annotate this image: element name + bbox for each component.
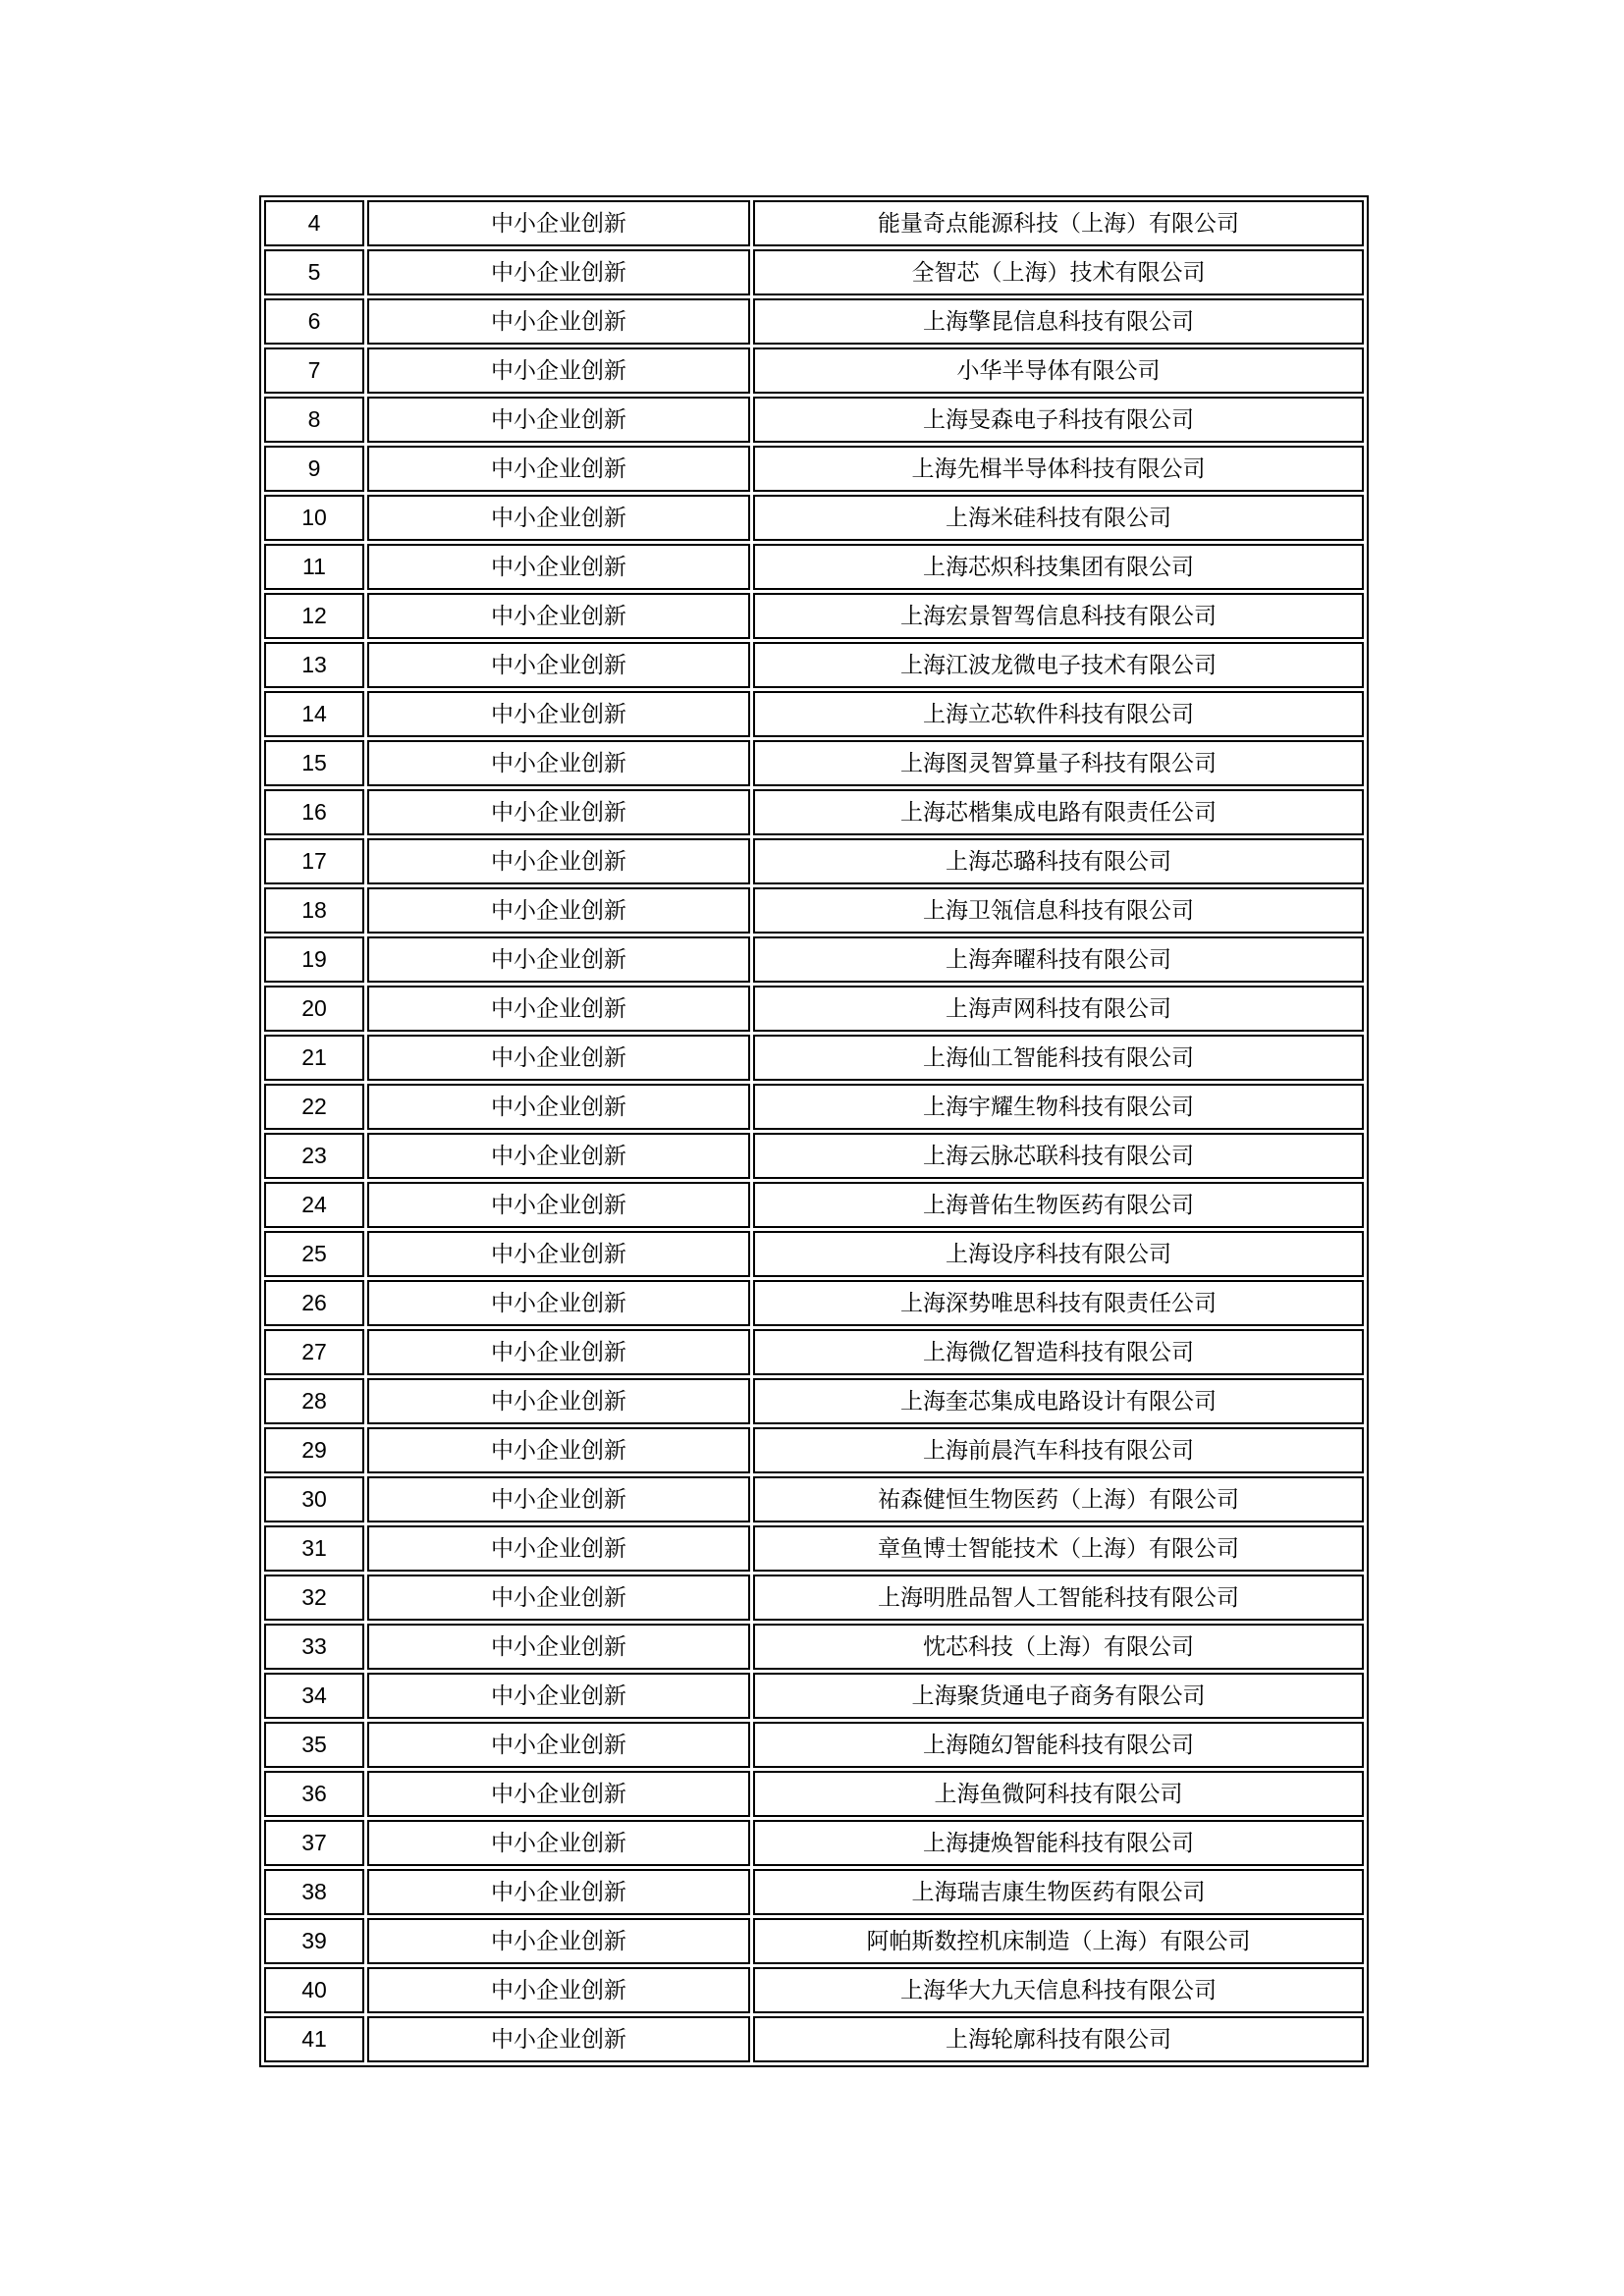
row-number-cell: 34 xyxy=(264,1673,364,1719)
category-cell: 中小企业创新 xyxy=(367,1771,750,1817)
row-number-cell: 40 xyxy=(264,1967,364,2013)
category-cell: 中小企业创新 xyxy=(367,1231,750,1277)
category-cell: 中小企业创新 xyxy=(367,1378,750,1424)
company-name-cell: 上海芯楷集成电路有限责任公司 xyxy=(753,789,1364,835)
row-number-cell: 22 xyxy=(264,1084,364,1130)
company-name-cell: 上海图灵智算量子科技有限公司 xyxy=(753,740,1364,786)
row-number-cell: 36 xyxy=(264,1771,364,1817)
category-cell: 中小企业创新 xyxy=(367,1869,750,1915)
company-name-cell: 祐森健恒生物医药（上海）有限公司 xyxy=(753,1476,1364,1522)
table-row xyxy=(264,1476,1364,1522)
company-name-cell: 上海随幻智能科技有限公司 xyxy=(753,1722,1364,1768)
table-row xyxy=(264,298,1364,345)
row-number-cell: 28 xyxy=(264,1378,364,1424)
company-name-cell: 上海芯璐科技有限公司 xyxy=(753,838,1364,884)
category-cell: 中小企业创新 xyxy=(367,593,750,639)
table-row xyxy=(264,1231,1364,1277)
row-number-cell: 8 xyxy=(264,397,364,443)
row-number-cell: 18 xyxy=(264,887,364,934)
table-row xyxy=(264,544,1364,590)
table-row xyxy=(264,838,1364,884)
table-row xyxy=(264,1133,1364,1179)
category-cell: 中小企业创新 xyxy=(367,789,750,835)
company-name-cell: 上海云脉芯联科技有限公司 xyxy=(753,1133,1364,1179)
table-row xyxy=(264,1280,1364,1326)
row-number-cell: 19 xyxy=(264,936,364,983)
category-cell: 中小企业创新 xyxy=(367,544,750,590)
table-row xyxy=(264,1084,1364,1130)
category-cell: 中小企业创新 xyxy=(367,1035,750,1081)
company-name-cell: 小华半导体有限公司 xyxy=(753,347,1364,394)
category-cell: 中小企业创新 xyxy=(367,446,750,492)
company-name-cell: 上海立芯软件科技有限公司 xyxy=(753,691,1364,737)
category-cell: 中小企业创新 xyxy=(367,1525,750,1572)
category-cell: 中小企业创新 xyxy=(367,397,750,443)
table-row xyxy=(264,642,1364,688)
row-number-cell: 20 xyxy=(264,986,364,1032)
company-name-cell: 上海捷焕智能科技有限公司 xyxy=(753,1820,1364,1866)
category-cell: 中小企业创新 xyxy=(367,1476,750,1522)
table-row xyxy=(264,1869,1364,1915)
row-number-cell: 11 xyxy=(264,544,364,590)
row-number-cell: 31 xyxy=(264,1525,364,1572)
table-row xyxy=(264,1378,1364,1424)
company-name-cell: 上海江波龙微电子技术有限公司 xyxy=(753,642,1364,688)
row-number-cell: 16 xyxy=(264,789,364,835)
category-cell: 中小企业创新 xyxy=(367,691,750,737)
company-list-table xyxy=(259,195,1369,2067)
company-name-cell: 上海前晨汽车科技有限公司 xyxy=(753,1427,1364,1473)
table-row xyxy=(264,1771,1364,1817)
row-number-cell: 24 xyxy=(264,1182,364,1228)
table-row xyxy=(264,446,1364,492)
company-name-cell: 章鱼博士智能技术（上海）有限公司 xyxy=(753,1525,1364,1572)
category-cell: 中小企业创新 xyxy=(367,2016,750,2062)
table-row xyxy=(264,1182,1364,1228)
table-row xyxy=(264,397,1364,443)
row-number-cell: 35 xyxy=(264,1722,364,1768)
table-row xyxy=(264,1525,1364,1572)
category-cell: 中小企业创新 xyxy=(367,887,750,934)
table-row xyxy=(264,986,1364,1032)
company-name-cell: 上海擎昆信息科技有限公司 xyxy=(753,298,1364,345)
company-name-cell: 上海米硅科技有限公司 xyxy=(753,495,1364,541)
category-cell: 中小企业创新 xyxy=(367,1329,750,1375)
category-cell: 中小企业创新 xyxy=(367,1133,750,1179)
row-number-cell: 27 xyxy=(264,1329,364,1375)
table-row xyxy=(264,1967,1364,2013)
category-cell: 中小企业创新 xyxy=(367,986,750,1032)
company-name-cell: 上海芯炽科技集团有限公司 xyxy=(753,544,1364,590)
table-row xyxy=(264,789,1364,835)
category-cell: 中小企业创新 xyxy=(367,1967,750,2013)
table-row xyxy=(264,1427,1364,1473)
row-number-cell: 32 xyxy=(264,1575,364,1621)
row-number-cell: 37 xyxy=(264,1820,364,1866)
table-row xyxy=(264,1673,1364,1719)
table-row xyxy=(264,249,1364,295)
company-name-cell: 上海瑞吉康生物医药有限公司 xyxy=(753,1869,1364,1915)
row-number-cell: 39 xyxy=(264,1918,364,1964)
category-cell: 中小企业创新 xyxy=(367,1575,750,1621)
company-name-cell: 上海深势唯思科技有限责任公司 xyxy=(753,1280,1364,1326)
category-cell: 中小企业创新 xyxy=(367,495,750,541)
row-number-cell: 30 xyxy=(264,1476,364,1522)
company-name-cell: 上海设序科技有限公司 xyxy=(753,1231,1364,1277)
company-name-cell: 上海卫瓴信息科技有限公司 xyxy=(753,887,1364,934)
table-row xyxy=(264,1918,1364,1964)
row-number-cell: 23 xyxy=(264,1133,364,1179)
company-name-cell: 上海华大九天信息科技有限公司 xyxy=(753,1967,1364,2013)
row-number-cell: 7 xyxy=(264,347,364,394)
company-name-cell: 全智芯（上海）技术有限公司 xyxy=(753,249,1364,295)
company-name-cell: 上海鱼微阿科技有限公司 xyxy=(753,1771,1364,1817)
table-row xyxy=(264,200,1364,246)
table-row xyxy=(264,1575,1364,1621)
row-number-cell: 15 xyxy=(264,740,364,786)
category-cell: 中小企业创新 xyxy=(367,1673,750,1719)
company-name-cell: 上海声网科技有限公司 xyxy=(753,986,1364,1032)
company-name-cell: 上海聚货通电子商务有限公司 xyxy=(753,1673,1364,1719)
company-name-cell: 能量奇点能源科技（上海）有限公司 xyxy=(753,200,1364,246)
row-number-cell: 13 xyxy=(264,642,364,688)
category-cell: 中小企业创新 xyxy=(367,740,750,786)
row-number-cell: 38 xyxy=(264,1869,364,1915)
row-number-cell: 25 xyxy=(264,1231,364,1277)
table-row xyxy=(264,1329,1364,1375)
category-cell: 中小企业创新 xyxy=(367,642,750,688)
table-row xyxy=(264,2016,1364,2062)
row-number-cell: 33 xyxy=(264,1624,364,1670)
company-name-cell: 上海奎芯集成电路设计有限公司 xyxy=(753,1378,1364,1424)
company-list-table-body xyxy=(264,200,1364,2062)
table-row xyxy=(264,593,1364,639)
row-number-cell: 26 xyxy=(264,1280,364,1326)
table-row xyxy=(264,1722,1364,1768)
company-name-cell: 上海先楫半导体科技有限公司 xyxy=(753,446,1364,492)
row-number-cell: 14 xyxy=(264,691,364,737)
category-cell: 中小企业创新 xyxy=(367,347,750,394)
table-row xyxy=(264,495,1364,541)
company-name-cell: 上海奔曜科技有限公司 xyxy=(753,936,1364,983)
category-cell: 中小企业创新 xyxy=(367,1427,750,1473)
row-number-cell: 29 xyxy=(264,1427,364,1473)
category-cell: 中小企业创新 xyxy=(367,298,750,345)
category-cell: 中小企业创新 xyxy=(367,1624,750,1670)
table-row xyxy=(264,1820,1364,1866)
category-cell: 中小企业创新 xyxy=(367,838,750,884)
category-cell: 中小企业创新 xyxy=(367,936,750,983)
table-row xyxy=(264,740,1364,786)
category-cell: 中小企业创新 xyxy=(367,1722,750,1768)
category-cell: 中小企业创新 xyxy=(367,1820,750,1866)
row-number-cell: 5 xyxy=(264,249,364,295)
company-name-cell: 上海明胜品智人工智能科技有限公司 xyxy=(753,1575,1364,1621)
company-name-cell: 上海轮廓科技有限公司 xyxy=(753,2016,1364,2062)
category-cell: 中小企业创新 xyxy=(367,1280,750,1326)
company-name-cell: 上海旻森电子科技有限公司 xyxy=(753,397,1364,443)
company-name-cell: 上海宏景智驾信息科技有限公司 xyxy=(753,593,1364,639)
table-row xyxy=(264,1035,1364,1081)
table-row xyxy=(264,691,1364,737)
company-name-cell: 阿帕斯数控机床制造（上海）有限公司 xyxy=(753,1918,1364,1964)
row-number-cell: 6 xyxy=(264,298,364,345)
category-cell: 中小企业创新 xyxy=(367,1182,750,1228)
company-name-cell: 上海普佑生物医药有限公司 xyxy=(753,1182,1364,1228)
table-row xyxy=(264,1624,1364,1670)
category-cell: 中小企业创新 xyxy=(367,1084,750,1130)
category-cell: 中小企业创新 xyxy=(367,1918,750,1964)
row-number-cell: 21 xyxy=(264,1035,364,1081)
category-cell: 中小企业创新 xyxy=(367,200,750,246)
company-name-cell: 上海宇耀生物科技有限公司 xyxy=(753,1084,1364,1130)
company-name-cell: 忱芯科技（上海）有限公司 xyxy=(753,1624,1364,1670)
row-number-cell: 12 xyxy=(264,593,364,639)
row-number-cell: 10 xyxy=(264,495,364,541)
company-name-cell: 上海仙工智能科技有限公司 xyxy=(753,1035,1364,1081)
category-cell: 中小企业创新 xyxy=(367,249,750,295)
row-number-cell: 41 xyxy=(264,2016,364,2062)
row-number-cell: 17 xyxy=(264,838,364,884)
company-name-cell: 上海微亿智造科技有限公司 xyxy=(753,1329,1364,1375)
table-row xyxy=(264,936,1364,983)
table-row xyxy=(264,347,1364,394)
table-row xyxy=(264,887,1364,934)
row-number-cell: 4 xyxy=(264,200,364,246)
row-number-cell: 9 xyxy=(264,446,364,492)
